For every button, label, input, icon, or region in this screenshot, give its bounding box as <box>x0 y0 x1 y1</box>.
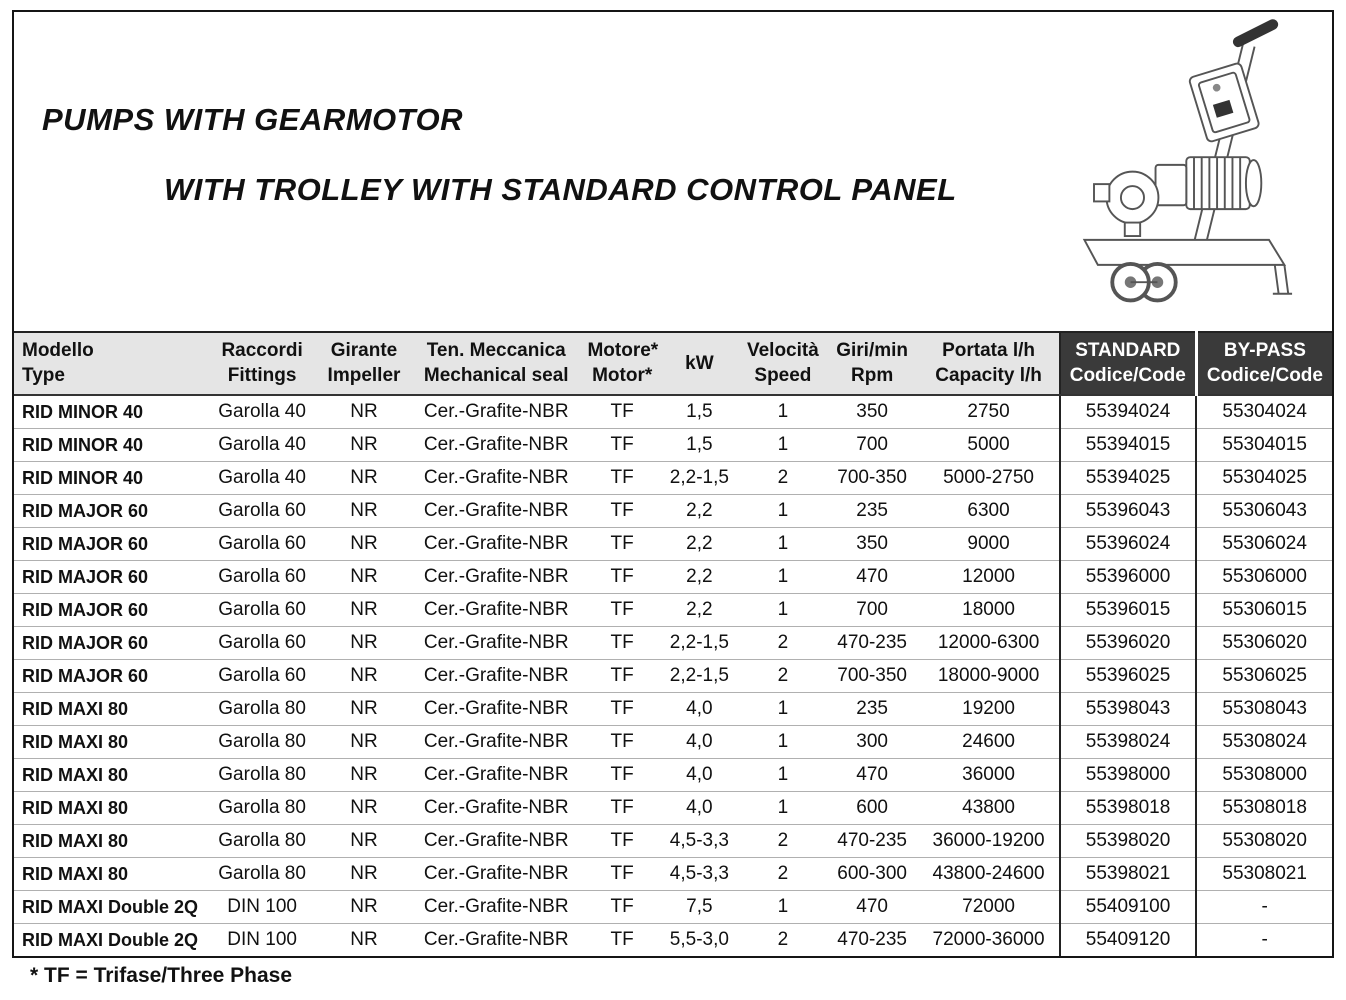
table-cell: Garolla 60 <box>203 561 321 594</box>
table-cell: 55396024 <box>1060 528 1197 561</box>
table-cell: 2 <box>740 858 826 891</box>
column-header: Velocità Speed <box>740 332 826 395</box>
table-cell: 55396043 <box>1060 495 1197 528</box>
table-cell: NR <box>321 825 407 858</box>
table-cell: Cer.-Grafite-NBR <box>407 429 585 462</box>
column-header: Modello Type <box>14 332 203 395</box>
table-cell: 55394015 <box>1060 429 1197 462</box>
column-header: Ten. Meccanica Mechanical seal <box>407 332 585 395</box>
page-frame <box>12 10 1334 958</box>
table-cell: Cer.-Grafite-NBR <box>407 627 585 660</box>
table-cell: 55396025 <box>1060 660 1197 693</box>
table-cell: 1 <box>740 594 826 627</box>
table-cell: RID MAXI 80 <box>14 792 203 825</box>
table-cell: Garolla 60 <box>203 594 321 627</box>
table-cell: 5,5-3,0 <box>669 929 729 950</box>
table-cell: NR <box>321 627 407 660</box>
table-cell: TF <box>585 891 658 924</box>
table-cell: 470 <box>826 759 918 792</box>
table-cell: 12000-6300 <box>918 627 1059 660</box>
column-header: Girante Impeller <box>321 332 407 395</box>
table-cell: 600-300 <box>826 858 918 891</box>
table-cell: Garolla 60 <box>203 627 321 660</box>
table-cell: 470-235 <box>837 929 907 950</box>
table-cell: 4,5-3,3 <box>659 825 740 858</box>
table-cell: TF <box>585 825 658 858</box>
table-cell: 2 <box>740 627 826 660</box>
table-cell: Garolla 40 <box>203 462 321 495</box>
table-row <box>14 462 1332 495</box>
table-cell: Cer.-Grafite-NBR <box>407 825 585 858</box>
table-cell: 55308021 <box>1196 858 1332 891</box>
table-cell: 72000 <box>918 891 1059 924</box>
table-cell: TF <box>585 395 658 429</box>
table-cell: 700-350 <box>826 660 918 693</box>
table-cell: 4,0 <box>659 726 740 759</box>
table-cell: 55398043 <box>1060 693 1197 726</box>
table-cell: NR <box>321 429 407 462</box>
table-cell: TF <box>585 561 658 594</box>
table-cell: 2 <box>777 929 789 950</box>
table-cell: TF <box>585 726 658 759</box>
table-cell: 470 <box>826 561 918 594</box>
table-row <box>14 660 1332 693</box>
table-row <box>14 528 1332 561</box>
column-header: Portata l/h Capacity l/h <box>918 332 1059 395</box>
table-cell: 55306000 <box>1196 561 1332 594</box>
table-cell: NR <box>321 594 407 627</box>
table-cell: 470-235 <box>826 627 918 660</box>
table-cell: 55394024 <box>1060 395 1197 429</box>
table-cell: Garolla 60 <box>203 528 321 561</box>
table-row <box>14 693 1332 726</box>
table-cell: NR <box>350 929 378 950</box>
table-cell: 1,5 <box>659 429 740 462</box>
table-cell: Cer.-Grafite-NBR <box>407 594 585 627</box>
table-cell: 55304015 <box>1196 429 1332 462</box>
column-header: STANDARD Codice/Code <box>1060 332 1197 395</box>
table-cell: Garolla 40 <box>203 429 321 462</box>
table-cell: NR <box>321 528 407 561</box>
table-cell: RID MAXI 80 <box>14 825 203 858</box>
table-cell: 19200 <box>918 693 1059 726</box>
table-cell: RID MAJOR 60 <box>14 561 203 594</box>
table-cell: RID MAJOR 60 <box>14 495 203 528</box>
table-cell: 55308024 <box>1196 726 1332 759</box>
table-cell: 55304025 <box>1196 462 1332 495</box>
table-cell: NR <box>321 395 407 429</box>
table-cell: 2,2-1,5 <box>659 627 740 660</box>
table-cell: 2,2 <box>659 495 740 528</box>
table-cell: RID MAXI Double 2Q <box>22 929 199 950</box>
table-cell: TF <box>585 759 658 792</box>
table-cell: RID MAJOR 60 <box>14 660 203 693</box>
table-cell: 12000 <box>918 561 1059 594</box>
table-cell: NR <box>321 495 407 528</box>
table-cell: 55304024 <box>1196 395 1332 429</box>
pump-table <box>14 331 1332 956</box>
table-row <box>14 858 1332 891</box>
column-header: Giri/min Rpm <box>826 332 918 395</box>
table-row <box>14 891 1332 924</box>
table-cell: 470-235 <box>826 825 918 858</box>
table-cell: RID MAJOR 60 <box>14 627 203 660</box>
table-cell: 4,0 <box>659 792 740 825</box>
table-cell: TF <box>585 627 658 660</box>
table-cell: 235 <box>826 495 918 528</box>
table-cell: RID MAXI Double 2Q <box>14 891 203 924</box>
table-cell: NR <box>321 693 407 726</box>
table-cell: 235 <box>826 693 918 726</box>
table-cell: Cer.-Grafite-NBR <box>407 395 585 429</box>
table-cell: NR <box>321 660 407 693</box>
table-cell: 55394025 <box>1060 462 1197 495</box>
table-cell: NR <box>321 759 407 792</box>
table-cell: 9000 <box>918 528 1059 561</box>
table-cell: 36000-19200 <box>918 825 1059 858</box>
table-cell: 1 <box>740 561 826 594</box>
table-cell: 55398018 <box>1060 792 1197 825</box>
table-cell: 300 <box>826 726 918 759</box>
table-cell: RID MINOR 40 <box>14 395 203 429</box>
table-cell: 55308018 <box>1196 792 1332 825</box>
table-cell: 24600 <box>918 726 1059 759</box>
page-subtitle: WITH TROLLEY WITH STANDARD CONTROL PANEL <box>164 172 957 207</box>
table-cell: 55409120 <box>1060 924 1197 957</box>
table-cell: TF <box>585 528 658 561</box>
table-cell: TF <box>585 462 658 495</box>
table-cell: RID MAXI 80 <box>14 726 203 759</box>
table-row <box>14 924 1332 957</box>
table-cell: 55396020 <box>1060 627 1197 660</box>
column-header: kW <box>659 332 740 395</box>
table-cell: 55396015 <box>1060 594 1197 627</box>
column-header: Raccordi Fittings <box>203 332 321 395</box>
table-cell: 2 <box>740 660 826 693</box>
table-cell: NR <box>321 891 407 924</box>
pump-trolley-illustration <box>1044 12 1294 312</box>
table-cell: 1 <box>740 528 826 561</box>
table-cell: NR <box>321 726 407 759</box>
table-cell: RID MAXI 80 <box>14 759 203 792</box>
table-row <box>14 825 1332 858</box>
table-cell: 470 <box>826 891 918 924</box>
table-cell: 18000 <box>918 594 1059 627</box>
table-cell: - <box>1196 891 1332 924</box>
table-cell: 55396000 <box>1060 561 1197 594</box>
table-row <box>14 395 1332 429</box>
table-row <box>14 594 1332 627</box>
table-row <box>14 627 1332 660</box>
table-cell: RID MINOR 40 <box>14 429 203 462</box>
table-cell: TF <box>585 792 658 825</box>
table-cell: TF <box>585 495 658 528</box>
table-cell: 2,2 <box>659 561 740 594</box>
table-cell: 55306043 <box>1196 495 1332 528</box>
table-cell: 4,0 <box>659 693 740 726</box>
table-cell: Garolla 60 <box>203 495 321 528</box>
table-cell: Garolla 80 <box>203 825 321 858</box>
table-cell: 2,2 <box>659 594 740 627</box>
table-cell: NR <box>321 462 407 495</box>
table-cell: 1 <box>740 792 826 825</box>
table-header-row <box>14 332 1332 395</box>
table-cell: Cer.-Grafite-NBR <box>407 759 585 792</box>
table-cell: 55308020 <box>1196 825 1332 858</box>
table-cell: 55398024 <box>1060 726 1197 759</box>
table-cell: NR <box>321 792 407 825</box>
table-row <box>14 726 1332 759</box>
table-cell: 18000-9000 <box>918 660 1059 693</box>
table-cell: TF <box>610 929 634 950</box>
table-cell: 1 <box>740 495 826 528</box>
table-cell: 55308000 <box>1196 759 1332 792</box>
table-cell: Cer.-Grafite-NBR <box>407 693 585 726</box>
table-cell: Cer.-Grafite-NBR <box>407 726 585 759</box>
table-cell: Cer.-Grafite-NBR <box>407 660 585 693</box>
table-cell: TF <box>585 660 658 693</box>
table-cell: Garolla 80 <box>203 726 321 759</box>
table-cell: 55398021 <box>1060 858 1197 891</box>
table-cell: DIN 100 <box>227 929 297 950</box>
table-cell: 43800 <box>918 792 1059 825</box>
table-cell: 6300 <box>918 495 1059 528</box>
table-cell: Cer.-Grafite-NBR <box>407 792 585 825</box>
table-cell: 2 <box>740 462 826 495</box>
table-cell: 2750 <box>918 395 1059 429</box>
table-cell: 700 <box>826 594 918 627</box>
table-cell: Garolla 80 <box>203 759 321 792</box>
table-cell: 43800-24600 <box>918 858 1059 891</box>
table-cell: Cer.-Grafite-NBR <box>407 561 585 594</box>
table-cell: 55308043 <box>1196 693 1332 726</box>
table-cell: Cer.-Grafite-NBR <box>407 462 585 495</box>
table-cell: 1 <box>740 726 826 759</box>
table-cell: Cer.-Grafite-NBR <box>423 929 569 950</box>
table-cell: 2,2 <box>659 528 740 561</box>
table-row <box>14 759 1332 792</box>
table-cell: DIN 100 <box>203 891 321 924</box>
table-cell: 1 <box>740 891 826 924</box>
table-cell: 700-350 <box>826 462 918 495</box>
table-cell: 1 <box>740 759 826 792</box>
table-cell: 72000-36000 <box>932 929 1045 950</box>
table-cell: 55398020 <box>1060 825 1197 858</box>
table-cell: Garolla 80 <box>203 693 321 726</box>
table-cell: RID MAJOR 60 <box>14 528 203 561</box>
table-cell: 4,5-3,3 <box>659 858 740 891</box>
table-cell: Garolla 40 <box>203 395 321 429</box>
table-cell: Cer.-Grafite-NBR <box>407 891 585 924</box>
table-cell: 55306025 <box>1196 660 1332 693</box>
table-row <box>14 495 1332 528</box>
table-cell: 55306024 <box>1196 528 1332 561</box>
table-cell: 600 <box>826 792 918 825</box>
table-cell: 55398000 <box>1060 759 1197 792</box>
table-cell: 1 <box>740 395 826 429</box>
table-cell: 5000-2750 <box>918 462 1059 495</box>
table-row <box>14 561 1332 594</box>
table-cell: 1,5 <box>659 395 740 429</box>
table-cell: Garolla 80 <box>203 858 321 891</box>
table-cell: 1 <box>740 693 826 726</box>
table-row <box>14 429 1332 462</box>
page-title: PUMPS WITH GEARMOTOR <box>42 102 464 137</box>
table-cell: - <box>1196 924 1332 957</box>
footnote: * TF = Trifase/Three Phase <box>30 964 293 987</box>
table-cell: Cer.-Grafite-NBR <box>407 528 585 561</box>
table-cell: 2,2-1,5 <box>659 660 740 693</box>
table-cell: 5000 <box>918 429 1059 462</box>
table-cell: 2,2-1,5 <box>659 462 740 495</box>
table-cell: Garolla 60 <box>203 660 321 693</box>
column-header: Motore* Motor* <box>585 332 658 395</box>
table-cell: 350 <box>826 528 918 561</box>
table-cell: RID MAXI 80 <box>14 693 203 726</box>
table-cell: 4,0 <box>659 759 740 792</box>
table-cell: 36000 <box>918 759 1059 792</box>
table-cell: 7,5 <box>659 891 740 924</box>
table-cell: Garolla 80 <box>203 792 321 825</box>
table-cell: TF <box>585 594 658 627</box>
column-header: BY-PASS Codice/Code <box>1196 332 1332 395</box>
table-cell: 55409100 <box>1060 891 1197 924</box>
table-cell: NR <box>321 561 407 594</box>
table-row <box>14 792 1332 825</box>
table-cell: RID MAJOR 60 <box>14 594 203 627</box>
table-cell: Cer.-Grafite-NBR <box>407 858 585 891</box>
table-cell: TF <box>585 693 658 726</box>
table-cell: 55306015 <box>1196 594 1332 627</box>
table-cell: 700 <box>826 429 918 462</box>
table-cell: TF <box>585 858 658 891</box>
table-cell: 55306020 <box>1196 627 1332 660</box>
table-cell: 2 <box>740 825 826 858</box>
table-cell: TF <box>585 429 658 462</box>
table-cell: RID MAXI 80 <box>14 858 203 891</box>
table-cell: 1 <box>740 429 826 462</box>
table-cell: NR <box>321 858 407 891</box>
table-cell: 350 <box>826 395 918 429</box>
table-cell: Cer.-Grafite-NBR <box>407 495 585 528</box>
table-cell: RID MINOR 40 <box>14 462 203 495</box>
